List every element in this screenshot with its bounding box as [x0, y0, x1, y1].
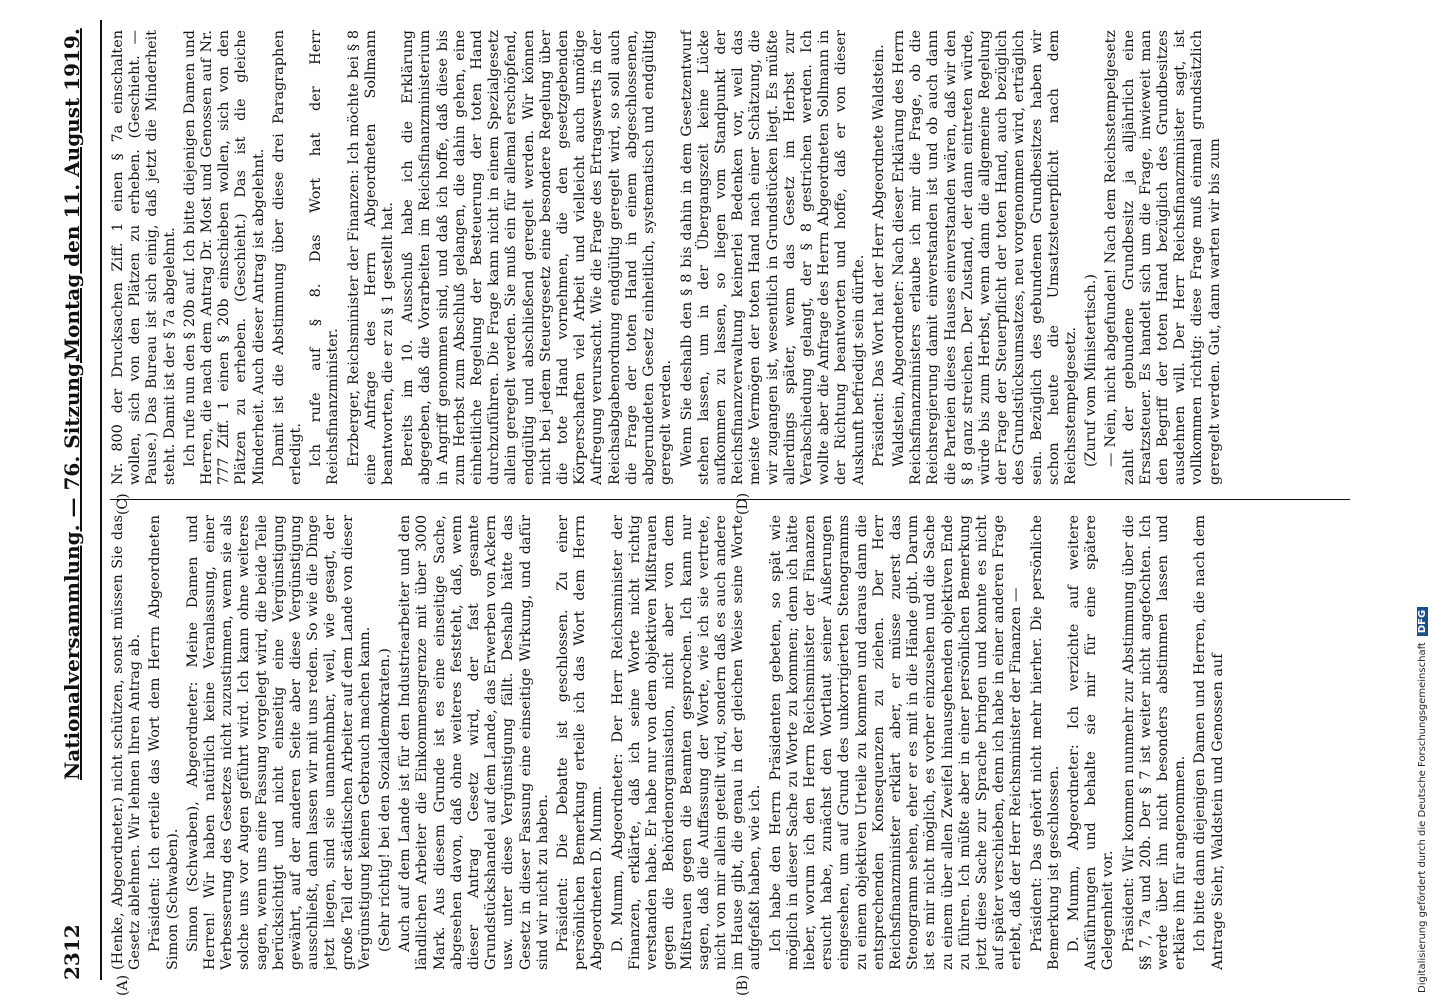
margin-marker-d: (D): [735, 492, 751, 515]
paragraph: Simon (Schwaben), Abgeordneter: Meine Damen und Herren! Wir haben natürlich keine Veranlassung, einer Verbesserung des Gesetzes nicht zuzustimmen, wenn sie als solche uns vor Augen geführt wird. Ich kann ohne weiteres sagen, wenn uns eine Fassung vorgelegt wird, die beide Teile berücksichtigt und nicht einseitig eine Vergünstigung gewährt, auf der anderen Seite aber diese Vergünstigung ausschließt, dann lassen wir mit uns reden. So wie die Dinge jetzt liegen, sind sie unannehmbar, weil, wie gesagt, der große Teil der städtischen Arbeiter auf dem Lande von dieser Vergünstigung keinen Gebrauch machen kann.: [184, 515, 373, 970]
paragraph: Präsident: Wir kommen nunmehr zur Abstimmung über die §§ 7, 7a und 20b. Der § 7 ist weiter nicht angefochten. Ich werde über ihn nicht besonders abstimmen lassen und erkläre ihn für angenommen.: [1120, 515, 1189, 970]
paragraph: Präsident: Die Debatte ist geschlossen. Zu einer persönlichen Bemerkung erteile ich das Wort dem Herrn Abgeordneten D. Mumm.: [555, 515, 606, 970]
paragraph: (Sehr richtig! bei den Sozialdemokraten.): [377, 648, 394, 952]
paragraph: Erzberger, Reichsminister der Finanzen: Ich möchte bei § 8 eine Anfrage des Herrn Abgeordneten Sollmann beantworten, die er zu § 1 gestellt hat.: [345, 30, 397, 485]
dfg-logo: DFG: [1417, 607, 1428, 636]
paragraph: Waldstein, Abgeordneter: Nach dieser Erklärung des Herrn Reichsfinanzministers erlaube ich mir die Frage, ob die Reichsregierung damit einverstanden ist und ob auch dann die Parteien dieses Hauses einverstanden wären, daß wir den § 8 ganz streichen. Der Zustand, der dann eintreten würde, würde bis zum Herbst, wenn dann die allgemeine Regelung der Frage der Steuerpflicht der toten Hand, auch bezüglich des Grundstücksumsatzes, neu vorgenommen wird, erträglich sein. Bezüglich des gebundenen Grundbesitzes haben wir schon heute die Umsatzsteuerpflicht nach dem Reichsstempelgesetz.: [890, 30, 1079, 485]
funding-text: Digitalisierung gefördert durch die Deutsche Forschungsgemeinschaft: [1417, 642, 1428, 993]
paragraph: Präsident: Ich erteile das Wort dem Herrn Abgeordneten Simon (Schwaben).: [147, 515, 181, 970]
paragraph: — Nein, nicht abgefunden! Nach dem Reichsstempelgesetz zahlt der gebundene Grundbesitz ja alljährlich eine Ersatzsteuer. Es handelt sich um die Frage, inwieweit man den Begriff der toten Hand bezüglich des Grundbesitzes ausdehnen will. Der Herr Reichsfinanzminister sagt, ist vollkommen richtig: diese Frage muß einmal grundsätzlich geregelt werden. Gut, dann warten wir bis zum: [1103, 30, 1223, 485]
page-title: Nationalversammlung. — 76. Sitzung.: [60, 356, 84, 780]
paragraph: Ich rufe auf § 8. Das Wort hat der Herr Reichsfinanzminister.: [308, 30, 342, 485]
margin-marker-a: (A): [115, 974, 131, 996]
margin-marker-b: (B): [735, 974, 751, 996]
margin-marker-c: (C): [115, 493, 131, 515]
paragraph: D. Mumm, Abgeordneter: Ich verzichte auf weitere Ausführungen und behalte sie mir für eine spätere Gelegenheit vor.: [1065, 515, 1117, 970]
column-divider: [110, 499, 1350, 500]
page-number: 2312: [60, 924, 84, 980]
paragraph: (Henke, Abgeordneter.) nicht schützen, sonst müssen Sie das Gesetz ablehnen. Wir lehnen Ihren Antrag ab.: [110, 515, 144, 970]
paragraph: Nr. 800 der Drucksachen Ziff. 1 einen § 7a einschalten wollen, sich von den Plätzen zu erheben. (Geschieht. — Pause.) Das Bureau ist sich einig, daß jetzt die Minderheit steht. Damit ist der § 7a abgelehnt.: [110, 30, 178, 485]
paragraph: Damit ist die Abstimmung über diese drei Paragraphen erledigt.: [270, 30, 305, 485]
funding-note: [1416, 8, 1430, 993]
right-column: [110, 30, 1350, 485]
page-header: [60, 20, 100, 980]
paragraph: Ich rufe nun den § 20b auf. Ich bitte diejenigen Damen und Herren, die nach dem Antrag Dr. Most und Genossen auf Nr. 777 Ziff. 1 einen § 20b einschieben wollen, sich von den Plätzen zu erheben. (Geschieht.) Das ist die gleiche Minderheit. Auch dieser Antrag ist abgelehnt.: [181, 30, 267, 485]
paragraph: Präsident: Das gehört nicht mehr hierher. Die persönliche Bemerkung ist geschlossen.: [1028, 515, 1062, 970]
left-column: [110, 515, 1350, 970]
paragraph: Auch auf dem Lande ist für den Industriearbeiter und den ländlichen Arbeiter die Einkommensgrenze mit über 3000 Mark. Aus diesem Grunde ist es eine einseitige Sache, abgesehen davon, daß ohne weiteres feststeht, daß, wenn dieser Antrag Gesetz wird, der fast gesamte Grundstückshandel auf dem Lande, das Erwerben von Ackern usw. unter diese Vergünstigung fällt. Deshalb hätte das Gesetz in dieser Fassung eine einseitige Wirkung, und dafür sind wir nicht zu haben.: [397, 515, 551, 970]
paragraph: Wenn Sie deshalb den § 8 bis dahin in dem Gesetzentwurf stehen lassen, um in der Übergangszeit keine Lücke aufkommen zu lassen, so liegen vom Standpunkt der Reichsfinanzverwaltung keinerlei Bedenken vor, weil das meiste Vermögen der toten Hand nach einer Schätzung, die wir zugangen ist, wesentlich in Grundstücken liegt. Es müßte allerdings später, wenn das Gesetz im Herbst zur Verabschiedung gelangt, der § 8 gestrichen werden. Ich wollte aber die Anfrage des Herrn Abgeordneten Sollmann in der Richtung beantworten und hoffe, daß er von dieser Auskunft befriedigt sein dürfte.: [678, 30, 867, 485]
paragraph: D. Mumm, Abgeordneter: Der Herr Reichsminister der Finanzen, erklärte, daß ich seine Worte nicht richtig verstanden habe. Er habe nur von dem objektiven Mißtrauen gegen die Behördenorganisation, nicht aber von dem Mißtrauen gegen die Beamten gesprochen. Ich kann nur sagen, daß die Auffassung der Worte, wie ich sie vertrete, nicht von mir allein geteilt wird, sondern daß es auch andere im Hause gibt, die genau in der gleichen Weise seine Worte aufgefaßt haben, wie ich.: [609, 515, 764, 970]
paragraph: Präsident: Das Wort hat der Herr Abgeordnete Waldstein.: [870, 44, 887, 467]
header-rule: [100, 20, 102, 980]
paragraph: Bereits im 10. Ausschuß habe ich die Erklärung abgegeben, daß die Vorarbeiten im Reichsfinanzministerium in Angriff genommen sind, und daß ich hoffe, daß diese bis zum Herbst zum Abschluß gelangen, die dahin gehen, eine einheitliche Regelung der Besteuerung der toten Hand durchzuführen. Die Frage kann nicht in einem Spezialgesetz allein geregelt werden. Sie muß ein für allemal erschöpfend, endgültig und abschließend geregelt werden. Wir können nicht bei jedem Steuergesetz eine besondere Regelung über die tote Hand vornehmen, die den gesetzgebenden Körperschaften viel Arbeit und vielleicht auch unnötige Aufregung verursacht. Wie die Frage des Ertragswerts in der Reichsabgabenordnung endgültig geregelt wird, so soll auch die Frage der toten Hand in einem abgeschlossenen, abgerundeten Gesetz einheitlich, systematisch und endgültig geregelt werden.: [400, 30, 675, 485]
page-date: Montag den 11. August 1919.: [60, 28, 84, 360]
paragraph: Ich bitte dann diejenigen Damen und Herren, die nach dem Antrage Siehr, Waldstein und Genossen auf: [1192, 515, 1226, 970]
paragraph: Ich habe den Herrn Präsidenten gebeten, so spät wie möglich in dieser Sache zu Worte zu kommen; denn ich hätte lieber, worum ich den Herrn Reichsminister der Finanzen ersucht habe, zunächst den Wortlaut seiner Äußerungen eingesehen, um auf Grund des unkorrigierten Stenogramms zu einem objektiven Urteile zu kommen und daraus dann die entsprechenden Konsequenzen zu ziehen. Der Herr Reichsfinanzminister erklärt aber, er müsse zuerst das Stenogramm sehen, eher er es mit in die Hände gibt. Darum ist es mir nicht möglich, es vorher einzusehen und die Sache zu einem über allen Zweifel hinausgehenden objektiven Ende zu führen. Ich müßte aber in einer persönlichen Bemerkung jetzt diese Sache zur Sprache bringen und konnte es nicht auf später verschieben, denn ich habe in einer anderen Frage erlebt, daß der Herr Reichsminister der Finanzen —: [767, 515, 1025, 970]
paragraph: (Zuruf vom Ministertisch.): [1083, 273, 1100, 467]
